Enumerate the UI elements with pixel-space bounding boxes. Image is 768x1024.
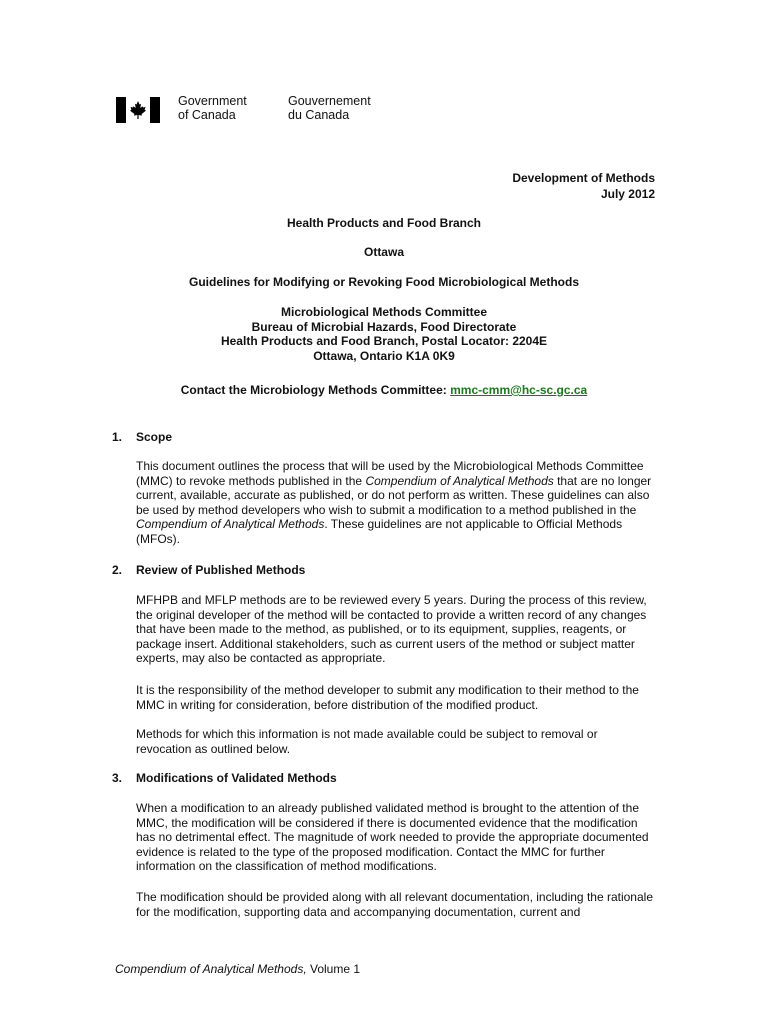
document-info <box>512 170 655 202</box>
gov-name-french: Gouvernement du Canada <box>288 94 371 122</box>
postal-address: Ottawa, Ontario K1A 0K9 <box>313 348 455 363</box>
contact-email-link[interactable]: mmc-cmm@hc-sc.gc.ca <box>450 383 588 397</box>
section-2-paragraph-3: Methods for which this information is not made available could be subject to removal or revocation as outlined below. <box>136 727 598 756</box>
footer-volume: Volume 1 <box>306 962 361 976</box>
document-category: Development of Methods <box>512 171 655 185</box>
document-title: Guidelines for Modifying or Revoking Food Microbiological Methods <box>188 275 579 289</box>
section-2-paragraph-1: MFHPB and MFLP methods are to be reviewed every 5 years. During the process of this review, the original developer of the method will be contacted to provide a written record of any changes that have been made to the method, as published, or to its equipment, supplies, reagents, or package insert. Additional stakeholders, such as current users of the method or subject matter experts, may also be contacted as appropriate. <box>136 593 647 666</box>
city-name: Ottawa <box>363 245 404 259</box>
gov-name-english: Government of Canada <box>178 94 247 122</box>
government-of-canada-logo <box>116 94 371 128</box>
section-1-heading: 1. Scope <box>112 430 173 444</box>
section-3-paragraph-1: When a modification to an already published validated method is brought to the attention of the MMC, the modification will be considered if there is documented evidence that the modification has no detrimental effect. The magnitude of work needed to provide the appropriate documented evidence is related to the type of the proposed modification. Contact the MMC for further information on the classification of method modifications. <box>136 801 649 874</box>
branch-name: Health Products and Food Branch <box>286 216 481 230</box>
page-footer <box>115 962 360 976</box>
contact-label: Contact the Microbiology Methods Committee: <box>180 383 447 397</box>
document-date: July 2012 <box>600 187 655 201</box>
footer-publication-title: Compendium of Analytical Methods, <box>115 962 307 976</box>
section-2-paragraph-2: It is the responsibility of the method developer to submit any modification to their method to the MMC in writing for consideration, before distribution of the modified product. <box>136 683 639 712</box>
contact-line <box>0 383 768 398</box>
section-3-heading: 3. Modifications of Validated Methods <box>112 771 337 785</box>
canada-flag-icon <box>116 97 160 123</box>
section-3-paragraph-2: The modification should be provided along with all relevant documentation, including the rationale for the modification, supporting data and accompanying documentation, current and <box>136 890 653 919</box>
bureau-name: Bureau of Microbial Hazards, Food Directorate <box>251 319 517 334</box>
section-2-heading: 2. Review of Published Methods <box>112 563 306 577</box>
postal-locator: Health Products and Food Branch, Postal Locator: 2204E <box>220 334 548 348</box>
section-1-paragraph: This document outlines the process that will be used by the Microbiological Methods Committee (MMC) to revoke methods published in the Compendium of Analytical Methods that are no longer current, available, accurate as published, or do not perform as written. These guidelines can also be used by method developers who wish to submit a modification to a method published in the Compendium of Analytical Methods. These guidelines are not applicable to Official Methods (MFOs). <box>136 459 652 546</box>
committee-name: Microbiological Methods Committee <box>280 305 487 319</box>
committee-address <box>0 305 768 363</box>
